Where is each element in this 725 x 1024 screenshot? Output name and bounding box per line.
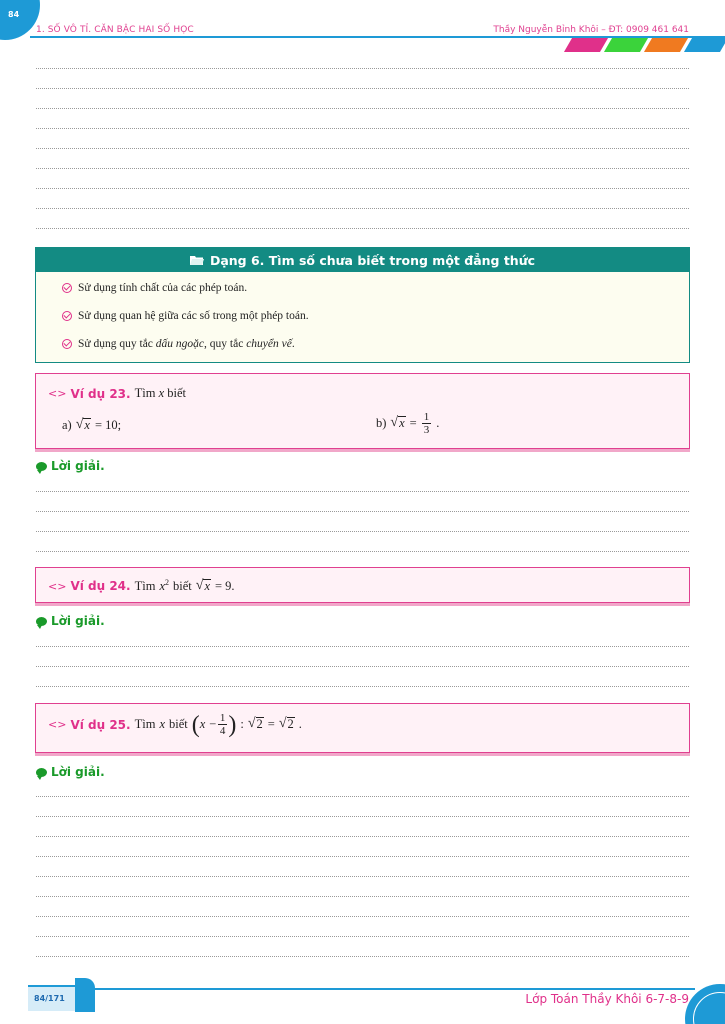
solution-label: Lời giải. <box>36 765 105 779</box>
answer-line <box>36 876 689 877</box>
example-header <box>48 386 186 401</box>
page-number: 84 <box>8 10 20 19</box>
answer-line <box>36 208 689 209</box>
stripe-pink <box>564 38 608 52</box>
example-intro: Tìm x biết ( x − $\frac{1}{4}$ ) : √ 2 = √ 2 . <box>134 711 302 738</box>
diamond-arrows-icon: <> <box>48 387 67 400</box>
diamond-arrows-icon: <> <box>48 579 67 593</box>
example-intro: Tìm x biết <box>134 386 186 400</box>
example-label: Ví dụ 24. <box>70 579 131 594</box>
check-circle-icon <box>62 339 72 349</box>
answer-line <box>36 896 689 897</box>
answer-line <box>36 551 689 552</box>
example-box <box>35 567 690 603</box>
answer-line <box>36 511 689 512</box>
answer-line <box>36 836 689 837</box>
answer-line <box>36 936 689 937</box>
chapter-title: 1. SỐ VÔ TỈ. CĂN BẬC HAI SỐ HỌC <box>36 25 194 35</box>
answer-line <box>36 531 689 532</box>
parenthesized-expression: ( x − $\frac{1}{4}$ ) <box>191 711 237 738</box>
example-label: Ví dụ 23. <box>70 386 131 401</box>
folder-icon <box>190 255 204 266</box>
fraction: $\frac{1}{4}$ <box>219 712 226 738</box>
example-header <box>48 712 302 737</box>
method-box <box>35 247 690 363</box>
example-header <box>48 578 235 594</box>
method-item <box>62 310 309 322</box>
answer-line <box>36 916 689 917</box>
sqrt: √ 2 <box>278 716 294 732</box>
header-stripes <box>560 38 725 52</box>
author-info: Thầy Nguyễn Bỉnh Khôi – ĐT: 0909 461 641 <box>493 25 689 35</box>
answer-line <box>36 491 689 492</box>
method-item-text: Sử dụng quan hệ giữa các số trong một phép toán. <box>78 310 309 322</box>
footer-tab-corner <box>75 978 95 1012</box>
answer-line <box>36 646 689 647</box>
sqrt: √ x <box>195 577 210 593</box>
answer-line <box>36 68 689 69</box>
method-title-bar <box>36 248 689 272</box>
method-item <box>62 338 295 350</box>
example-box <box>35 373 690 449</box>
answer-line <box>36 188 689 189</box>
example-part-b: b) √ x = $\frac{1}{3}$ . <box>376 411 440 437</box>
method-item <box>62 282 247 294</box>
chat-bubble-icon <box>36 462 47 471</box>
check-circle-icon <box>62 311 72 321</box>
example-part-a: a) √ x = 10; <box>62 417 122 433</box>
check-circle-icon <box>62 283 72 293</box>
example-label: Ví dụ 25. <box>70 717 131 732</box>
chat-bubble-icon <box>36 617 47 626</box>
answer-line <box>36 816 689 817</box>
answer-line <box>36 228 689 229</box>
method-item-text: Sử dụng tính chất của các phép toán. <box>78 282 248 294</box>
answer-line <box>36 128 689 129</box>
method-item-text: Sử dụng quy tắc dấu ngoặc, quy tắc chuyển vế. <box>78 338 295 350</box>
stripe-blue <box>684 38 725 52</box>
answer-line <box>36 856 689 857</box>
answer-line <box>36 666 689 667</box>
chat-bubble-icon <box>36 768 47 777</box>
answer-line <box>36 108 689 109</box>
page-number-badge <box>0 0 40 40</box>
footer-divider <box>95 988 695 990</box>
example-intro: Tìm $x^2$ biết √ x = 9. <box>134 577 235 594</box>
stripe-green <box>604 38 648 52</box>
sqrt: √ x <box>390 415 405 431</box>
sqrt: √ x <box>75 417 90 433</box>
answer-line <box>36 88 689 89</box>
answer-line <box>36 796 689 797</box>
stripe-orange <box>644 38 688 52</box>
method-title: Dạng 6. Tìm số chưa biết trong một đẳng thức <box>209 252 536 268</box>
sqrt: √ 2 <box>247 716 263 732</box>
footer-page-number: 84/171 <box>34 994 65 1003</box>
footer-brand: Lớp Toán Thầy Khôi 6-7-8-9 <box>525 992 689 1006</box>
solution-label: Lời giải. <box>36 459 105 473</box>
fraction: $\frac{1}{3}$ <box>423 411 430 437</box>
example-box <box>35 703 690 753</box>
solution-label: Lời giải. <box>36 614 105 628</box>
answer-line <box>36 168 689 169</box>
answer-line <box>36 148 689 149</box>
answer-line <box>36 686 689 687</box>
diamond-arrows-icon: <> <box>48 718 67 732</box>
answer-line <box>36 956 689 957</box>
